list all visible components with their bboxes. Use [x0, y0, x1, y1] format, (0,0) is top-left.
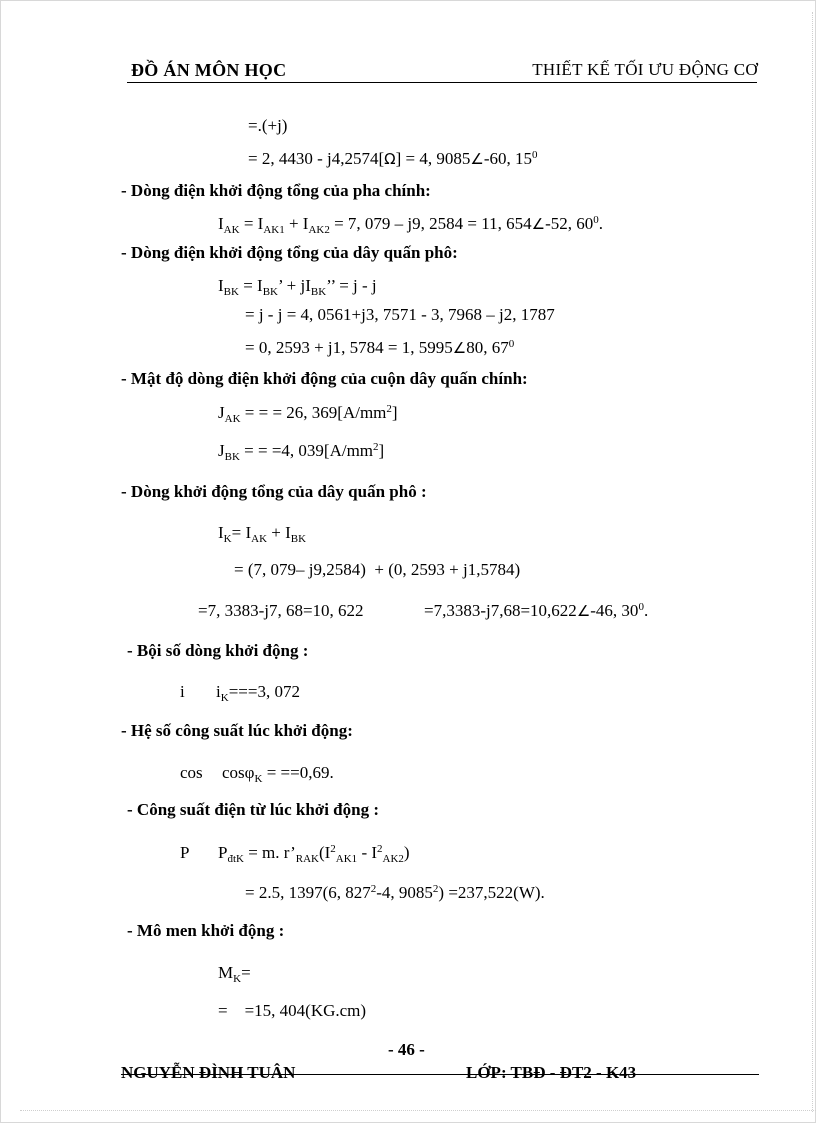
eq-ik-2: = (7, 079– j9,2584) + (0, 2593 + j1,5784) [234, 560, 521, 579]
eq-ik-3b: =7,3383-j7,68=10,622∠-46, $30^0$. [424, 601, 649, 620]
eq-pdtk-2: = 2.5, 1397(6, $827^2-4$, $9085^2) =237,522(W)$. [245, 883, 545, 902]
eq-ibk-2: = j - j = 4, 0561+j3, 7571 - 3, 7968 – j2, 1787 [245, 305, 555, 324]
heading-start-current-ratio: - Bội số dòng khởi động : [127, 641, 309, 660]
footer-class: LỚP: TBĐ - ĐT2 - K43 [466, 1063, 637, 1082]
eq-mk-2: = =15, 404(KG.cm) [218, 1001, 367, 1020]
heading-aux-winding-current: - Dòng điện khởi động tổng của dây quấn phô: [121, 243, 458, 262]
eq-ik: $I_K= I_{AK} + I_{BK}$ [218, 523, 307, 545]
eq-jak: $J_{AK}$ = = = 26, $369[A/mm^2]$ [218, 403, 398, 425]
header-right-title: THIẾT KẾ TỐI ƯU ĐỘNG CƠ [532, 60, 758, 79]
eq-ratio-ik: $i_K===3$, 072 [216, 682, 300, 704]
eq-iak: $I_{AK} = I_{AK1} + I_{AK2} = 7$, 079 – j9, 2584 = 11, 654∠-52, $60^0$. [218, 214, 603, 236]
page-shadow-right [812, 12, 813, 1112]
heading-starting-torque: - Mô men khởi động : [127, 921, 285, 940]
page-number: - 46 - [388, 1040, 425, 1059]
eq-ibk-3: = 0, 2593 + j1, 5784 = 1, 5995∠80, $67^0$ [245, 338, 515, 357]
page-shadow-bottom [20, 1110, 816, 1111]
heading-total-start-current: - Dòng khởi động tổng của dây quấn phô : [121, 482, 427, 501]
heading-power-factor: - Hệ số công suất lúc khởi động: [121, 721, 353, 740]
footer-author: NGUYỄN ĐÌNH TUÂN [121, 1063, 296, 1082]
eq-cos-label: cos [180, 763, 203, 782]
eq-p-label: P [180, 843, 190, 862]
eq-pdtk: $P_{đtK} = m$. $r’_{RAK}(I^2_{AK1} - I^2_{AK2})$ [218, 843, 410, 865]
eq-ik-3a: =7, 3383-j7, 68=10, 622 [198, 601, 364, 620]
header-left-title: ĐỒ ÁN MÔN HỌC [131, 60, 287, 80]
eq-ibk: $I_{BK} = I_{BK}$’ + $jI_{BK}$’’ = j - j [218, 276, 377, 298]
header-rule [127, 82, 757, 83]
heading-current-density: - Mật độ dòng điện khởi động của cuộn dây quấn chính: [121, 369, 528, 388]
eq-line-1: =.(+j) [248, 116, 288, 135]
footer-rule [121, 1074, 759, 1075]
eq-ratio-i: i [180, 682, 185, 701]
heading-electromagnetic-power: - Công suất điện từ lúc khởi động : [127, 800, 380, 819]
eq-mk: $M_K=$ [218, 963, 251, 985]
heading-main-phase-current: - Dòng điện khởi động tổng của pha chính: [121, 181, 431, 200]
eq-impedance: = 2, 4430 - j4,2574[Ω] = 4, 9085∠-60, $15^0$ [248, 149, 538, 168]
eq-jbk: $J_{BK}$ = = =4, $039[A/mm^2]$ [218, 441, 385, 463]
eq-cos-value: cosφ$_K$ = ==0,69. [222, 763, 334, 785]
